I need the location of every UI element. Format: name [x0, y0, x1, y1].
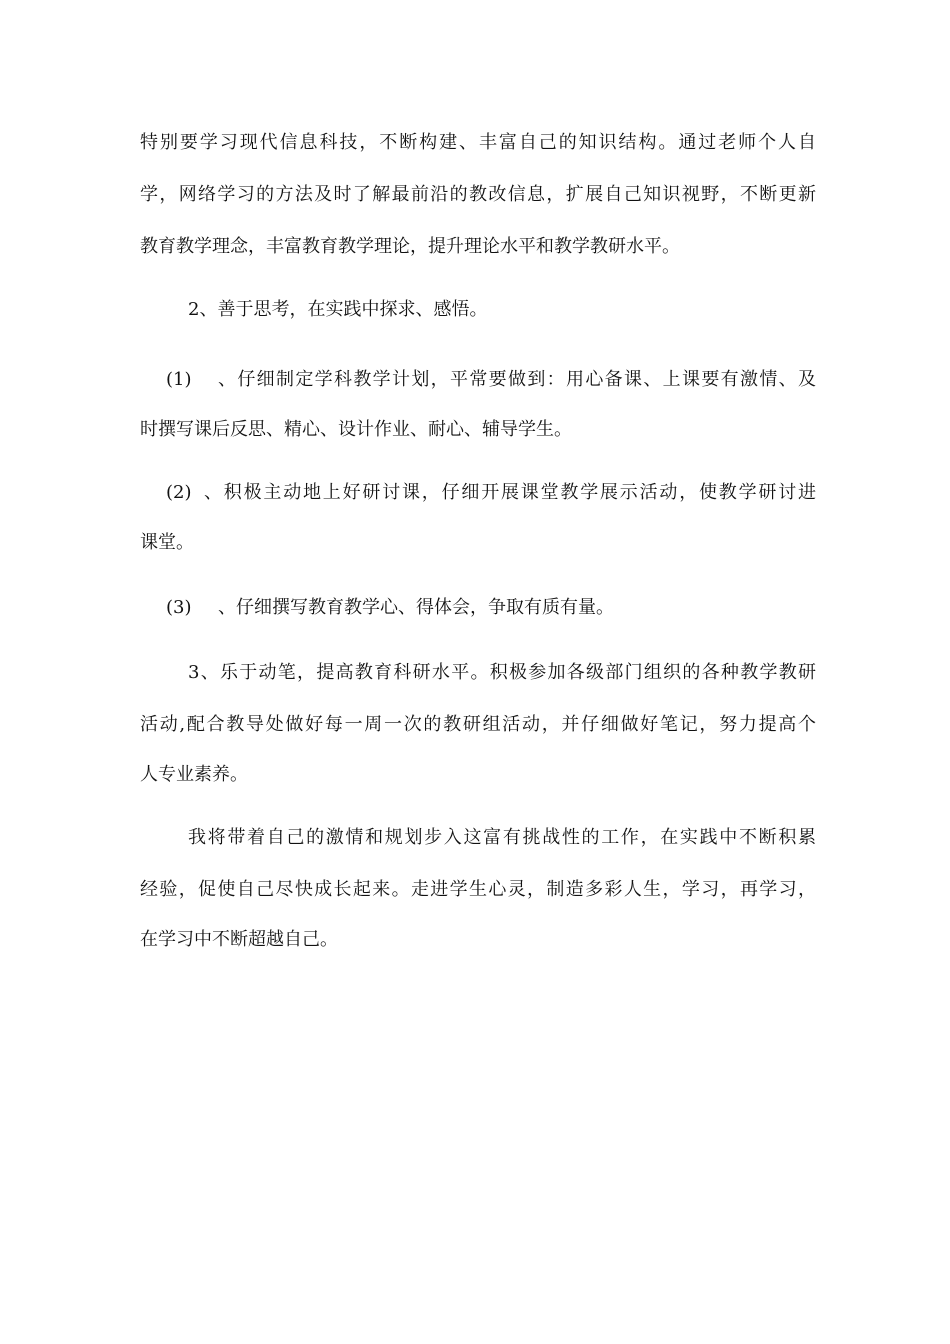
paragraph-1-line-3: 教育教学理念，丰富教育教学理论，提升理论水平和教学教研水平。: [140, 236, 680, 257]
list-item-1-line-2: 时撰写课后反思、精心、设计作业、耐心、辅导学生。: [140, 419, 572, 440]
paragraph-6-line-3: 人专业素养。: [140, 764, 248, 785]
list-item-1-line-1: 、仔细制定学科教学计划，平常要做到：用心备课、上课要有激情、及: [218, 369, 816, 390]
paragraph-7-line-3: 在学习中不断超越自己。: [140, 929, 338, 950]
paragraph-7-line-1: 我将带着自己的激情和规划步入这富有挑战性的工作，在实践中不断积累: [188, 827, 816, 848]
list-number-2: (2): [166, 482, 192, 503]
paragraph-6-line-1: 3、乐于动笔，提高教育科研水平。积极参加各级部门组织的各种教学教研: [188, 662, 816, 683]
list-item-2-line-1: 、积极主动地上好研讨课，仔细开展课堂教学展示活动，使教学研讨进: [204, 482, 816, 503]
paragraph-1-line-2: 学，网络学习的方法及时了解最前沿的教改信息，扩展自己知识视野，不断更新: [140, 184, 816, 205]
paragraph-6-line-2: 活动,配合教导处做好每一周一次的教研组活动，并仔细做好笔记，努力提高个: [140, 714, 816, 735]
paragraph-2-line-1: 2、善于思考，在实践中探求、感悟。: [188, 299, 488, 320]
list-number-1: (1): [166, 369, 192, 390]
list-item-2-line-2: 课堂。: [140, 532, 194, 553]
list-item-3-line-1: 、仔细撰写教育教学心、得体会，争取有质有量。: [218, 597, 614, 618]
paragraph-1-line-1: 特别要学习现代信息科技，不断构建、丰富自己的知识结构。通过老师个人自: [140, 132, 816, 153]
paragraph-7-line-2: 经验，促使自己尽快成长起来。走进学生心灵，制造多彩人生，学习，再学习，: [140, 879, 816, 900]
list-number-3: (3): [166, 597, 192, 618]
